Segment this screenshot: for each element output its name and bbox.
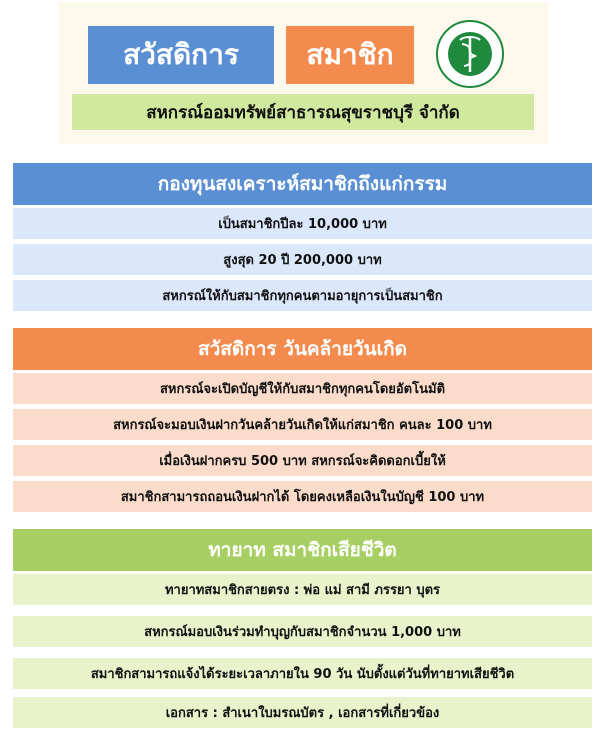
header-banner [58, 2, 548, 144]
list-item: เอกสาร : สำเนาใบมรณบัตร , เอกสารที่เกี่ยวข้อง [13, 697, 592, 728]
cooperative-logo [436, 20, 504, 88]
cooperative-name: สหกรณ์ออมทรัพย์สาธารณสุขราชบุรี จำกัด [72, 94, 534, 130]
list-item: เป็นสมาชิกปีละ 10,000 บาท [13, 208, 592, 239]
list-item: ทายาทสมาชิกสายตรง : พ่อ แม่ สามี ภรรยา บุตร [13, 574, 592, 605]
list-item: สหกรณ์ให้กับสมาชิกทุกคนตามอายุการเป็นสมาชิก [13, 280, 592, 311]
section-title: กองทุนสงเคราะห์สมาชิกถึงแก่กรรม [13, 163, 592, 205]
list-item: สหกรณ์จะมอบเงินฝากวันคล้ายวันเกิดให้แก่สมาชิก คนละ 100 บาท [13, 409, 592, 440]
member-tag: สมาชิก [286, 26, 414, 84]
list-item: สูงสุด 20 ปี 200,000 บาท [13, 244, 592, 275]
welfare-tag: สวัสดิการ [88, 26, 274, 84]
list-item: สมาชิกสามารถถอนเงินฝากได้ โดยคงเหลือเงินในบัญชี 100 บาท [13, 481, 592, 512]
list-item: เมื่อเงินฝากครบ 500 บาท สหกรณ์จะคิดดอกเบี้ยให้ [13, 445, 592, 476]
list-item: สมาชิกสามารถแจ้งได้ระยะเวลาภายใน 90 วัน นับตั้งแต่วันที่ทายาทเสียชีวิต [13, 658, 592, 689]
list-item: สหกรณ์มอบเงินร่วมทำบุญกับสมาชิกจำนวน 1,000 บาท [13, 616, 592, 647]
list-item: สหกรณ์จะเปิดบัญชีให้กับสมาชิกทุกคนโดยอัตโนมัติ [13, 373, 592, 404]
section-title: สวัสดิการ วันคล้ายวันเกิด [13, 328, 592, 370]
section-title: ทายาท สมาชิกเสียชีวิต [13, 529, 592, 571]
